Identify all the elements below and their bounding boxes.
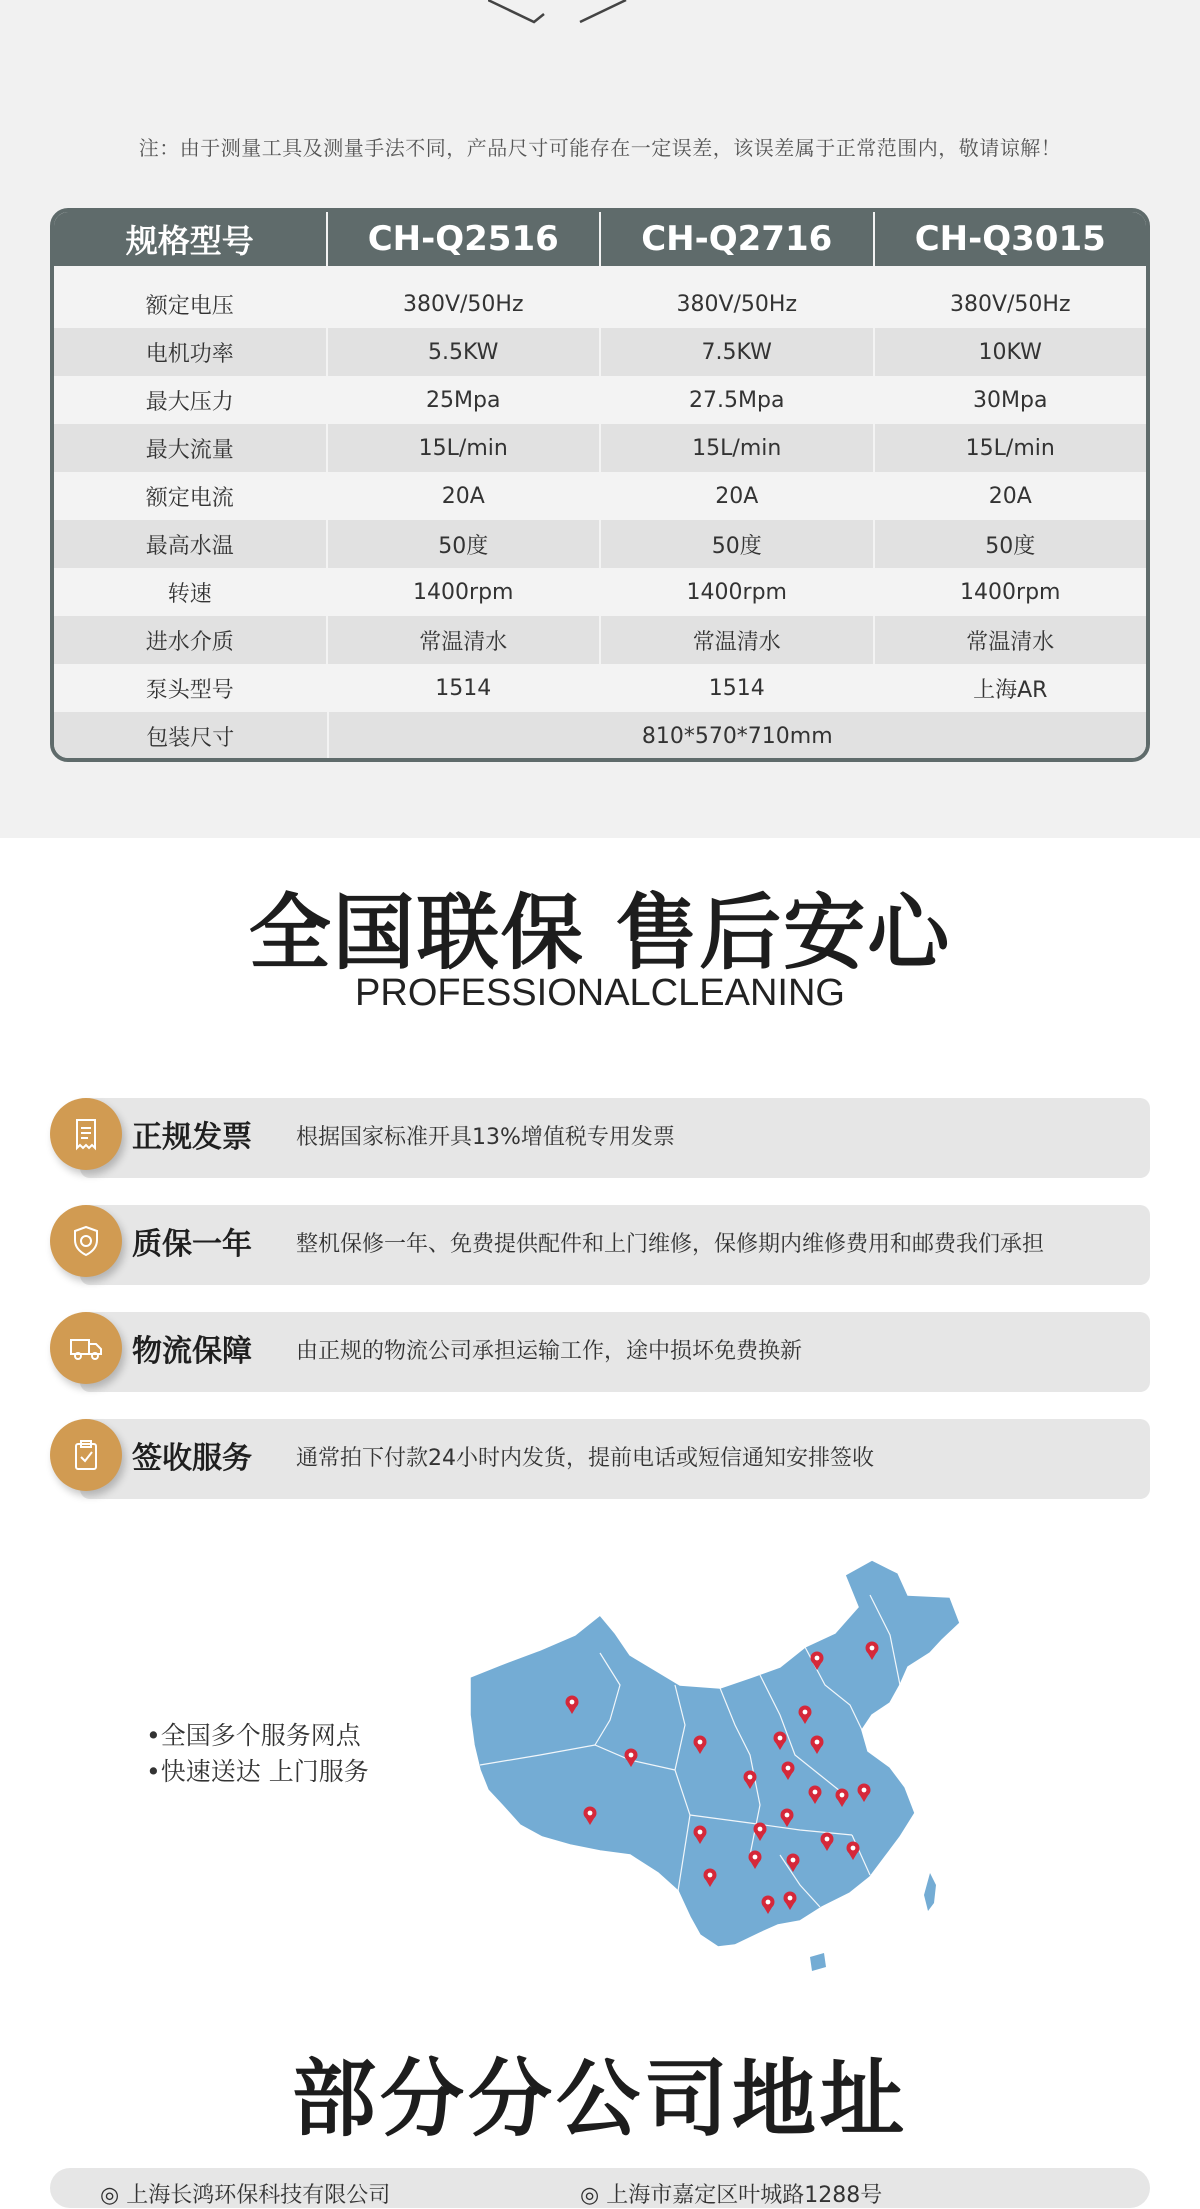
table-cell: 810*570*710mm (327, 712, 1147, 760)
address-text: 上海长鸿环保科技有限公司 (126, 2183, 391, 2208)
table-row (54, 376, 1146, 424)
service-name: 正规发票 (132, 1120, 252, 1155)
service-item-logistics (50, 1312, 1150, 1392)
row-label: 额定电流 (145, 485, 234, 511)
address-bar (50, 2168, 1150, 2208)
table-row (54, 424, 1146, 472)
spec-table-header (54, 212, 1146, 266)
taiwan-shape (924, 1873, 936, 1911)
table-cell: 20A (326, 472, 600, 520)
shield-icon (50, 1205, 122, 1277)
table-row (54, 328, 1146, 376)
service-desc: 根据国家标准开具13%增值税专用发票 (296, 1125, 675, 1150)
table-row (54, 616, 1146, 664)
table-cell: 常温清水 (599, 616, 873, 664)
table-cell: 1400rpm (873, 568, 1147, 616)
service-item-warranty (50, 1205, 1150, 1285)
table-cell: 1400rpm (326, 568, 600, 616)
measurement-note: 注：由于测量工具及测量手法不同，产品尺寸可能存在一定误差，该误差属于正常范围内，敬请谅解！ (138, 136, 1062, 160)
table-cell: 15L/min (326, 424, 600, 472)
section-title: 全国联保 售后安心 (248, 886, 952, 981)
header-cell: CH-Q3015 (873, 212, 1147, 266)
table-row (54, 472, 1146, 520)
hainan-shape (810, 1953, 826, 1971)
table-cell: 1514 (326, 664, 600, 712)
service-item-signoff (50, 1419, 1150, 1499)
table-cell: 50度 (873, 520, 1147, 568)
service-name: 质保一年 (132, 1227, 252, 1262)
row-label: 泵头型号 (145, 677, 234, 703)
service-desc: 通常拍下付款24小时内发货，提前电话或短信通知安排签收 (296, 1446, 874, 1471)
table-row (54, 280, 1146, 328)
map-note: •快速送达 上门服务 (146, 1757, 369, 1786)
table-cell: 15L/min (873, 424, 1147, 472)
table-cell: 1514 (599, 664, 873, 712)
row-label: 包装尺寸 (54, 712, 327, 760)
table-cell: 30Mpa (873, 376, 1147, 424)
table-cell: 20A (873, 472, 1147, 520)
location-pin-icon: ◎ (100, 2183, 127, 2208)
table-cell: 5.5KW (326, 328, 600, 376)
map-notes (146, 1718, 369, 1790)
table-cell: 1400rpm (599, 568, 873, 616)
section-subtitle: PROFESSIONALCLEANING (355, 972, 845, 1014)
address-item (100, 2178, 390, 2209)
table-row (54, 568, 1146, 616)
china-map (460, 1555, 1000, 1995)
service-item-invoice (50, 1098, 1150, 1178)
truck-icon (50, 1312, 122, 1384)
row-label: 最高水温 (54, 520, 326, 568)
address-item (580, 2178, 882, 2209)
table-cell: 上海AR (873, 664, 1147, 712)
map-note: •全国多个服务网点 (146, 1721, 361, 1750)
table-cell: 380V/50Hz (873, 280, 1147, 328)
spec-table (50, 208, 1150, 762)
header-cell: CH-Q2716 (599, 212, 873, 266)
specs-section (0, 0, 1200, 838)
service-desc: 由正规的物流公司承担运输工作，途中损坏免费换新 (296, 1339, 803, 1364)
clipboard-check-icon (50, 1419, 122, 1491)
service-desc: 整机保修一年、免费提供配件和上门维修，保修期内维修费用和邮费我们承担 (296, 1232, 1045, 1257)
row-label: 电机功率 (54, 328, 326, 376)
row-label: 转速 (167, 581, 212, 607)
table-cell: 常温清水 (873, 616, 1147, 664)
scroll-down-arrow-icon (488, 0, 708, 30)
table-row (54, 520, 1146, 568)
table-cell: 15L/min (599, 424, 873, 472)
map-shape (470, 1560, 960, 1947)
header-cell: CH-Q2516 (326, 212, 600, 266)
table-cell: 常温清水 (326, 616, 600, 664)
table-row (54, 664, 1146, 712)
table-cell: 50度 (326, 520, 600, 568)
service-name: 签收服务 (132, 1441, 252, 1476)
address-text: 上海市嘉定区叶城路1288号 (606, 2183, 883, 2208)
invoice-icon (50, 1098, 122, 1170)
spec-table-body (54, 266, 1146, 760)
row-label: 最大流量 (54, 424, 326, 472)
row-label: 进水介质 (54, 616, 326, 664)
table-cell: 50度 (599, 520, 873, 568)
table-cell: 25Mpa (326, 376, 600, 424)
table-cell: 380V/50Hz (326, 280, 600, 328)
header-cell: 规格型号 (125, 222, 254, 260)
service-name: 物流保障 (132, 1334, 252, 1369)
table-row-package (54, 712, 1146, 760)
section-title: 部分分公司地址 (291, 2050, 908, 2148)
row-label: 最大压力 (145, 389, 234, 415)
row-label: 额定电压 (145, 293, 234, 319)
table-cell: 10KW (873, 328, 1147, 376)
table-cell: 7.5KW (599, 328, 873, 376)
table-cell: 20A (599, 472, 873, 520)
table-cell: 380V/50Hz (599, 280, 873, 328)
table-cell: 27.5Mpa (599, 376, 873, 424)
location-pin-icon: ◎ (580, 2183, 607, 2208)
